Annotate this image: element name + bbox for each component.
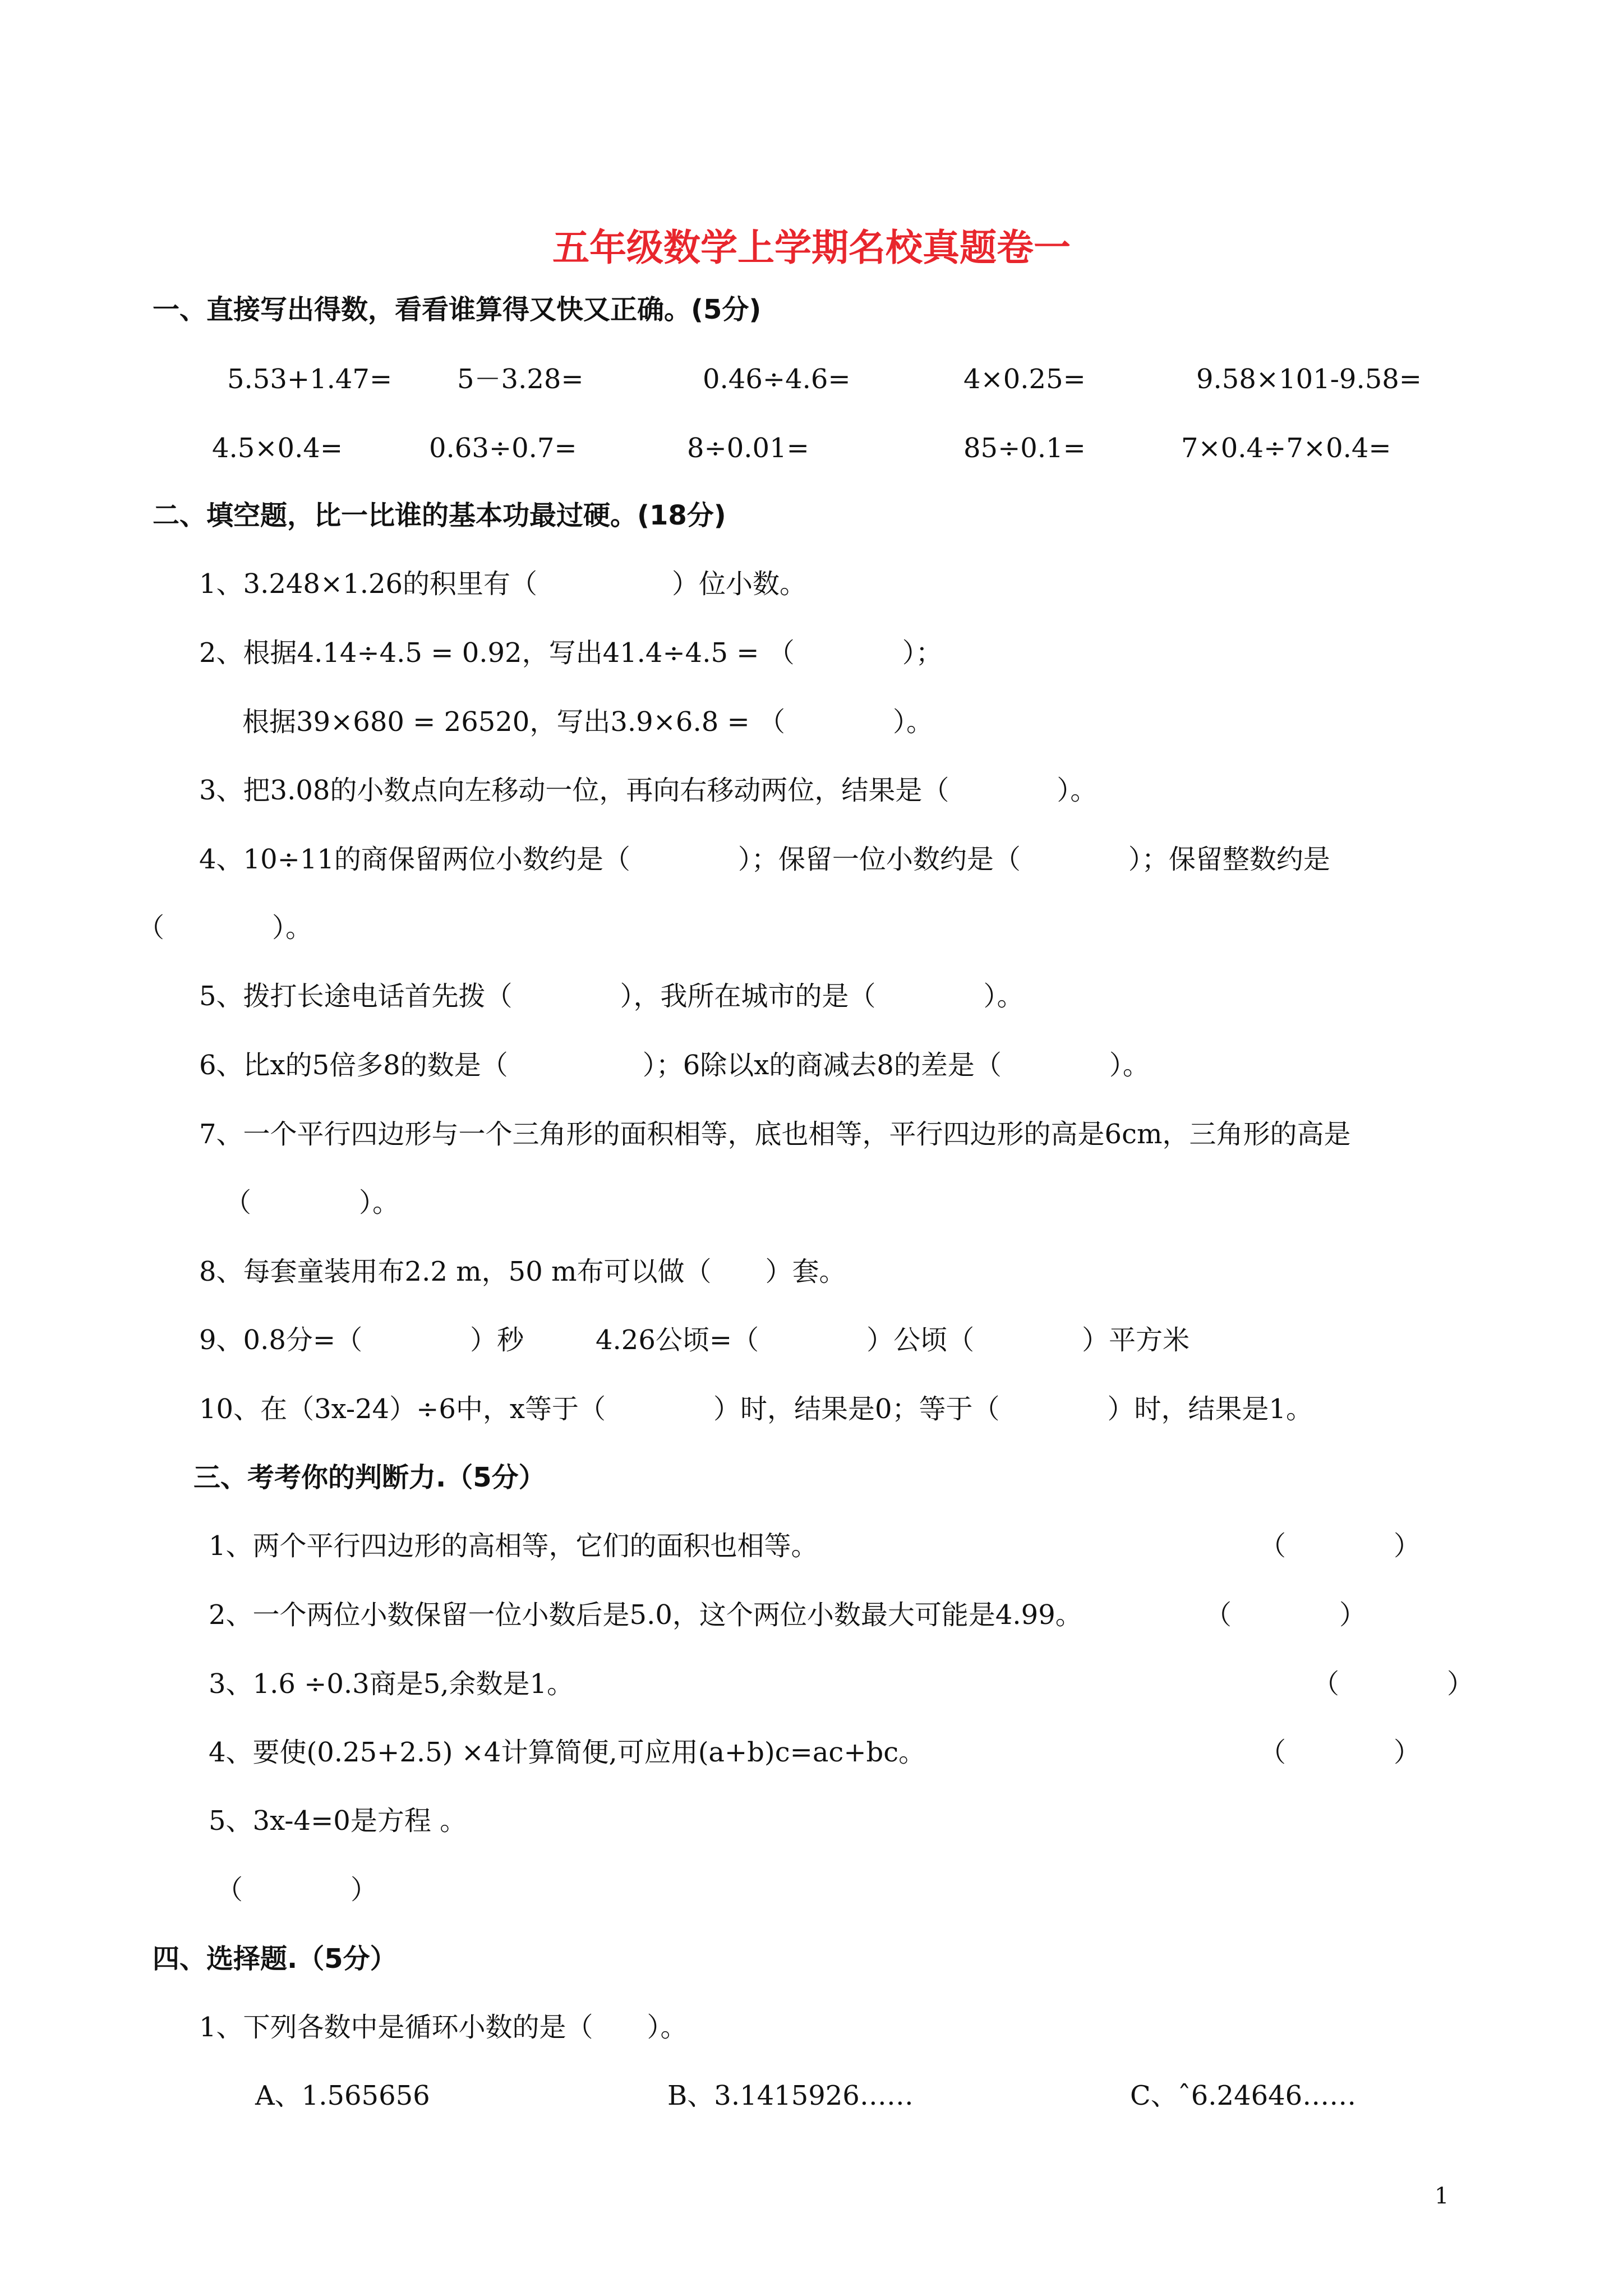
section-4-heading: 四、选择题.（5分）	[153, 1943, 397, 1975]
answer-paren: （ ）	[1205, 1599, 1367, 1631]
section-1-heading: 一、直接写出得数，看看谁算得又快又正确。(5分)	[153, 294, 762, 325]
question-text: 9、0.8分=（ ）秒	[199, 1324, 524, 1356]
question-text: 4、10÷11的商保留两位小数约是（ ）；保留一位小数约是（ ）；保留整数约是	[199, 844, 1330, 875]
calc-item: 9.58×101-9.58=	[1196, 364, 1422, 395]
answer-paren: （ ）	[1259, 1737, 1421, 1768]
question-text: 10、在（3x-24）÷6中，x等于（ ）时，结果是0；等于（ ）时，结果是1。	[199, 1393, 1313, 1425]
calc-item: 5.53+1.47=	[227, 364, 393, 395]
calc-item: 8÷0.01=	[687, 432, 809, 464]
question-text: 4、要使(0.25+2.5) ×4计算简便,可应用(a+b)c=ac+bc。	[209, 1737, 926, 1768]
calc-item: 0.46÷4.6=	[703, 364, 851, 395]
answer-paren: （ ）	[1312, 1668, 1474, 1700]
page-number: 1	[1435, 2183, 1449, 2209]
section-2-heading: 二、填空题，比一比谁的基本功最过硬。(18分)	[153, 500, 726, 531]
question-text: 1、两个平行四边形的高相等，它们的面积也相等。	[209, 1530, 818, 1562]
question-text: （ ）。	[137, 912, 313, 944]
answer-paren: （ ）	[216, 1874, 378, 1906]
choice-option: A、1.565656	[255, 2080, 430, 2111]
calc-item: 5－3.28=	[457, 364, 584, 395]
choice-option: B、3.1415926……	[667, 2080, 914, 2111]
question-text: 5、拨打长途电话首先拨（ ），我所在城市的是（ ）。	[199, 981, 1024, 1012]
question-text: 7、一个平行四边形与一个三角形的面积相等，底也相等，平行四边形的高是6cm，三角形的高是	[199, 1119, 1351, 1150]
calc-item: 4×0.25=	[963, 364, 1086, 395]
question-text: 5、3x-4=0是方程 。	[209, 1805, 467, 1837]
question-text: 1、3.248×1.26的积里有（ ）位小数。	[199, 568, 807, 600]
answer-paren: （ ）	[1259, 1530, 1421, 1562]
question-text: 6、比x的5倍多8的数是（ ）；6除以x的商减去8的差是（ ）。	[199, 1050, 1150, 1081]
question-text: 4.26公顷=（ ）公顷（ ）平方米	[596, 1324, 1190, 1356]
calc-item: 85÷0.1=	[963, 432, 1086, 464]
page-title: 五年级数学上学期名校真题卷一	[552, 226, 1071, 269]
choice-option: C、ˆ6.24646……	[1130, 2080, 1357, 2111]
calc-item: 0.63÷0.7=	[429, 432, 577, 464]
question-text: （ ）。	[224, 1187, 400, 1218]
question-text: 1、下列各数中是循环小数的是（ ）。	[199, 2012, 688, 2043]
calc-item: 4.5×0.4=	[212, 432, 343, 464]
question-text: 3、把3.08的小数点向左移动一位，再向右移动两位，结果是（ ）。	[199, 775, 1098, 806]
section-3-heading: 三、考考你的判断力.（5分）	[193, 1462, 546, 1493]
calc-item: 7×0.4÷7×0.4=	[1181, 432, 1391, 464]
question-text: 8、每套童装用布2.2 m，50 m布可以做（ ）套。	[199, 1256, 846, 1287]
question-text: 3、1.6 ÷0.3商是5,余数是1。	[209, 1668, 574, 1700]
question-text: 2、根据4.14÷4.5 = 0.92，写出41.4÷4.5 = （ ）；	[199, 637, 943, 669]
question-text: 2、一个两位小数保留一位小数后是5.0，这个两位小数最大可能是4.99。	[209, 1599, 1082, 1631]
question-text: 根据39×680 = 26520，写出3.9×6.8 = （ ）。	[242, 706, 933, 738]
